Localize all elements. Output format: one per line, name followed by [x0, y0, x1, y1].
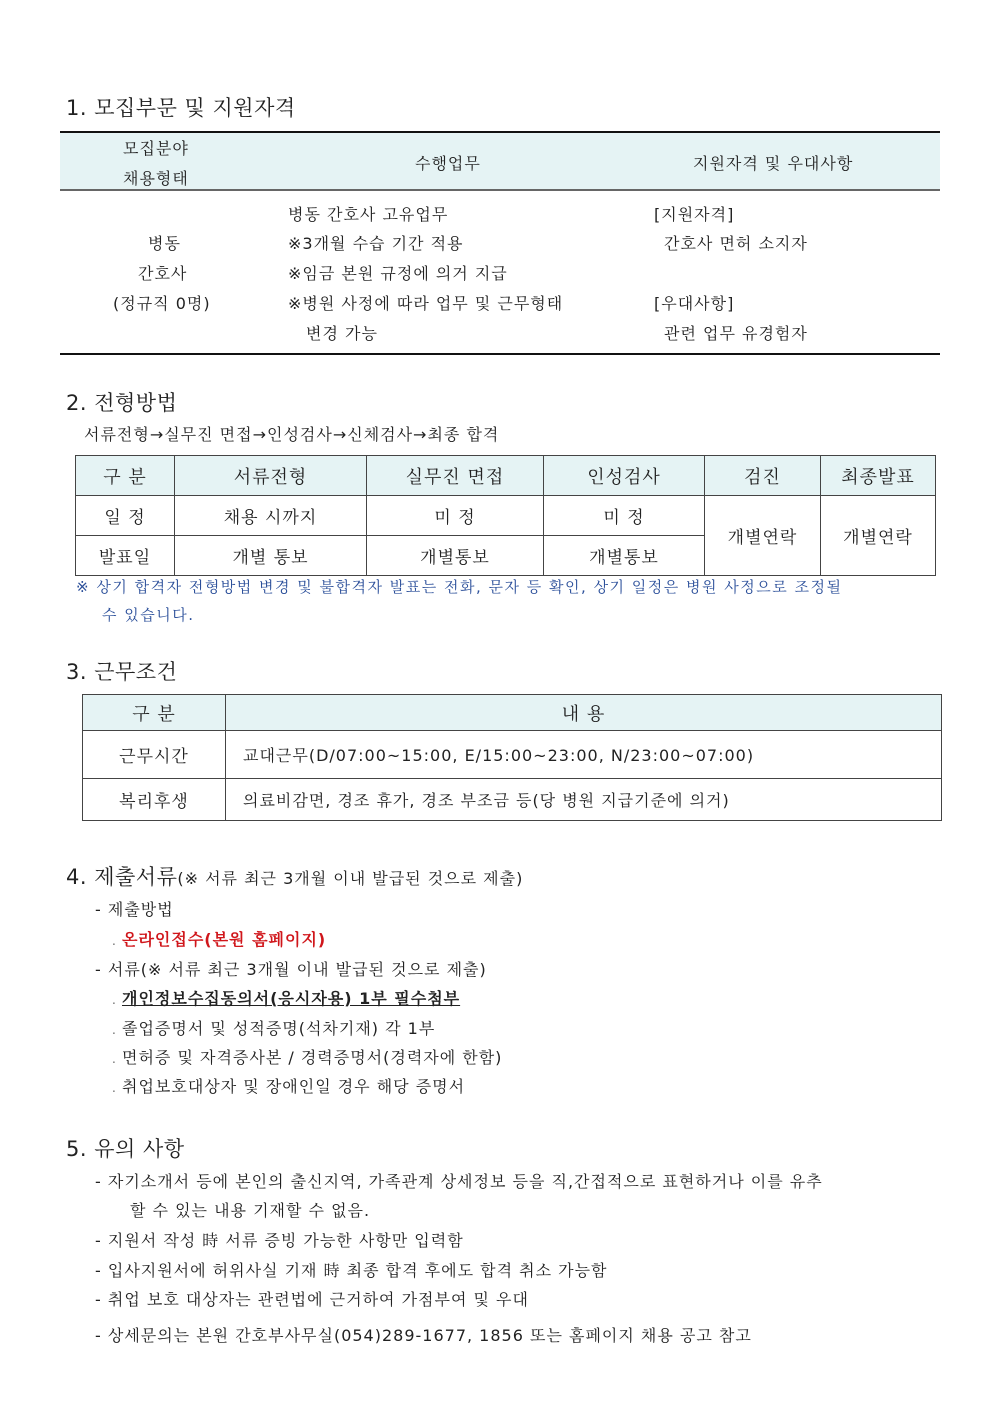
header-final-announcement: 최종발표 [821, 456, 936, 496]
table-row [83, 731, 942, 779]
cell-value: 개별 통보 [175, 536, 367, 576]
header-field: 모집분야 [123, 139, 189, 158]
selection-flow: 서류전형→실무진 면접→인성검사→신체검사→최종 합격 [84, 425, 500, 444]
document-item-text: 개인정보수집동의서(응시자용) 1부 필수첨부 [122, 989, 461, 1008]
contact-info: - 상세문의는 본원 간호부사무실(054)289-1677, 1856 또는 홈페이지 채용 공고 참고 [95, 1326, 752, 1345]
selection-table [75, 455, 936, 576]
document-item-text: 취업보호대상자 및 장애인일 경우 해당 증명서 [122, 1077, 466, 1096]
header-category: 구 분 [83, 695, 226, 731]
header-content: 내 용 [226, 695, 942, 731]
preference-label: [우대사항] [654, 294, 735, 313]
header-qualifications: 지원자격 및 우대사항 [693, 154, 854, 173]
section1-title: 1. 모집부문 및 지원자격 [66, 96, 296, 120]
submission-method-item [112, 927, 326, 950]
header-personality-test: 인성검사 [544, 456, 705, 496]
cell-value: 미 정 [544, 496, 705, 536]
qualification-value: 간호사 면허 소지자 [664, 234, 808, 253]
work-hours-value: 교대근무(D/07:00~15:00, E/15:00~23:00, N/23:00~07:00) [226, 731, 942, 779]
header-interview: 실무진 면접 [367, 456, 544, 496]
duty-line-4: ※병원 사정에 따라 업무 및 근무형태 [288, 294, 564, 313]
document-item [112, 1016, 435, 1039]
qualification-label: [지원자격] [654, 205, 735, 224]
notice-item: - 취업 보호 대상자는 관련법에 근거하여 가점부여 및 우대 [95, 1290, 529, 1309]
duty-line-2: ※3개월 수습 기간 적용 [288, 234, 464, 253]
cell-final-merged: 개별연락 [821, 496, 936, 576]
position-line-2: 간호사 [138, 264, 188, 283]
conditions-table [82, 694, 942, 821]
header-employment-type: 채용형태 [123, 169, 189, 188]
table-row [76, 496, 936, 536]
cell-value: 개별통보 [544, 536, 705, 576]
selection-table-header [76, 456, 936, 496]
selection-note-line-2: 수 있습니다. [102, 606, 195, 624]
document-item [112, 1074, 465, 1097]
benefits-value: 의료비감면, 경조 휴가, 경조 부조금 등(당 병원 지급기준에 의거) [226, 779, 942, 821]
document-item [112, 1045, 502, 1068]
bullet: . [112, 1081, 117, 1095]
documents-heading: - 서류(※ 서류 최근 3개월 이내 발급된 것으로 제출) [95, 960, 487, 979]
row-label-announcement: 발표일 [76, 536, 175, 576]
document-item-text: 졸업증명서 및 성적증명(석차기재) 각 1부 [122, 1019, 436, 1038]
notice-item: - 입사지원서에 허위사실 기재 時 최종 합격 후에도 합격 취소 가능함 [95, 1261, 608, 1280]
selection-note-line-1: ※ 상기 합격자 전형방법 변경 및 불합격자 발표는 전화, 문자 등 확인, 상기 일정은 병원 사정으로 조정될 [76, 578, 843, 596]
duty-line-1: 병동 간호사 고유업무 [288, 205, 449, 224]
header-document-screening: 서류전형 [175, 456, 367, 496]
cell-value: 개별통보 [367, 536, 544, 576]
submission-method-heading: - 제출방법 [95, 900, 174, 919]
notice-item-continued: 할 수 있는 내용 기재할 수 없음. [130, 1201, 371, 1220]
section2-title: 2. 전형방법 [66, 391, 178, 415]
online-application-text: 온라인접수(본원 홈페이지) [122, 930, 327, 949]
duty-line-3: ※임금 본원 규정에 의거 지급 [288, 264, 508, 283]
section3-title: 3. 근무조건 [66, 660, 178, 684]
cell-value: 미 정 [367, 496, 544, 536]
header-health-check: 검진 [705, 456, 821, 496]
duty-line-5: 변경 가능 [306, 324, 378, 343]
position-line-1: 병동 [148, 234, 181, 253]
bullet: . [112, 934, 117, 948]
cell-health-check-merged: 개별연락 [705, 496, 821, 576]
row-label-benefits: 복리후생 [83, 779, 226, 821]
bullet: . [112, 1052, 117, 1066]
recruitment-table-header [60, 131, 940, 191]
table-row [83, 779, 942, 821]
header-category: 구 분 [76, 456, 175, 496]
bullet: . [112, 1023, 117, 1037]
section4-title-sub: (※ 서류 최근 3개월 이내 발급된 것으로 제출) [177, 869, 524, 888]
conditions-table-header [83, 695, 942, 731]
notice-item: - 자기소개서 등에 본인의 출신지역, 가족관계 상세정보 등을 직,간접적으로 표현하거나 이를 유추 [95, 1172, 823, 1191]
preference-value: 관련 업무 유경험자 [664, 324, 808, 343]
document-item [112, 986, 460, 1009]
position-line-3: (정규직 0명) [113, 294, 211, 313]
notice-item: - 지원서 작성 時 서류 증빙 가능한 사항만 입력함 [95, 1231, 464, 1250]
bullet: . [112, 993, 117, 1007]
section4-title [66, 861, 523, 891]
header-duties: 수행업무 [415, 154, 481, 173]
recruitment-table-row [60, 191, 940, 355]
section4-title-main: 4. 제출서류 [66, 865, 178, 889]
document-item-text: 면허증 및 자격증사본 / 경력증명서(경력자에 한함) [122, 1048, 503, 1067]
row-label-work-hours: 근무시간 [83, 731, 226, 779]
cell-value: 채용 시까지 [175, 496, 367, 536]
section5-title: 5. 유의 사항 [66, 1137, 185, 1161]
recruitment-table [60, 131, 940, 355]
row-label-schedule: 일 정 [76, 496, 175, 536]
